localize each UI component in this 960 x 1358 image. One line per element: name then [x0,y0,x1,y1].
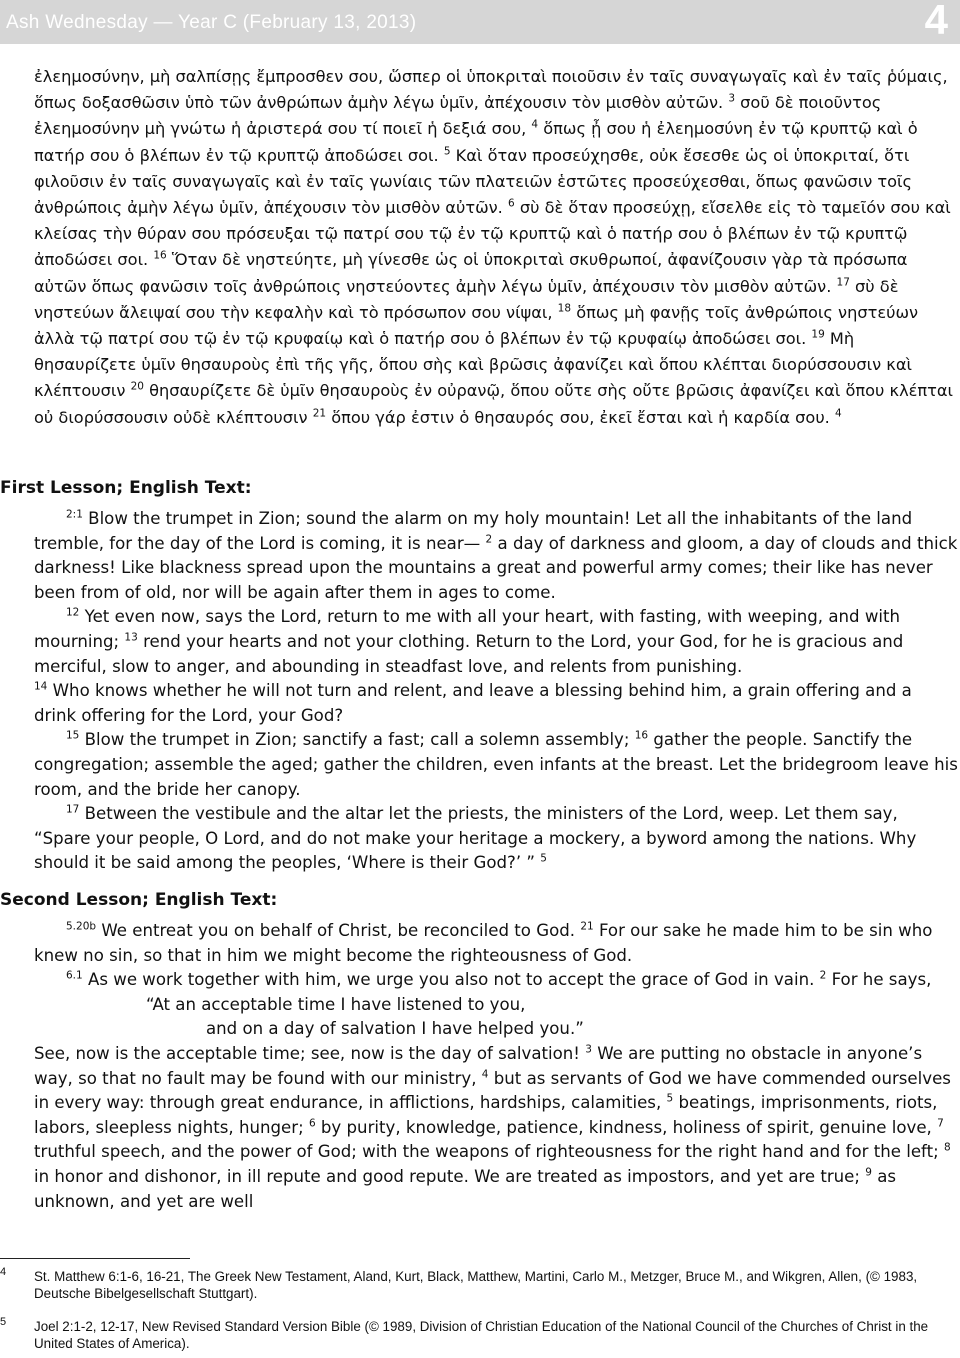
verse-number: 16 [634,729,649,742]
greek-text: σὺ δὲ ὅταν προσεύχῃ, εἴσελθε εἰς τὸ ταμεῖόν σου καὶ κλείσας τὴν θύραν σου πρόσευξαι τῷ πατρί σου τῷ ἐν τῷ κρυπτῷ καὶ ὁ πατήρ σου ὁ βλέπων ἐν τῷ κρυπτῷ ἀποδώσει σοι. [34,198,951,270]
second-lesson-text [34,919,958,1214]
lesson-paragraph [34,968,958,993]
verse-number: 2 [819,969,827,982]
lesson-paragraph [34,1042,958,1214]
footnote-text: Joel 2:1-2, 12-17, New Revised Standard Version Bible (© 1989, Division of Christian Education of the National Council of the Churches of Christ in the United States of America). [34,1319,929,1351]
lesson-text: See, now is the acceptable time; see, now is the day of salvation! [34,1043,586,1063]
poem-line: “At an acceptable time I have listened to you, [146,994,526,1014]
verse-number: 16 [153,250,167,263]
lesson-text: As we work together with him, we urge you also not to accept the grace of God in vain. [82,970,820,990]
greek-text-block [34,64,958,431]
footnote-number: 5 [0,1316,7,1328]
lesson-text: Yet even now, says the Lord, return to me with all your heart, with fasting, with weeping, and with mourning; [34,607,901,651]
verse-number: 21 [580,920,594,933]
greek-text: Ὅταν δὲ νηστεύητε, μὴ γίνεσθε ὡς οἱ ὑποκριταὶ σκυθρωποί, ἀφανίζουσιν γὰρ τὰ πρόσωπα αὐτῶν ὅπως φανῶσιν τοῖς ἀνθρώποις νηστεύοντες ἀμὴν λέγω ὑμῖν, ἀπέχουσιν τὸν μισθὸν αὐτῶν. [34,250,908,296]
lesson-text: Blow the trumpet in Zion; sound the alarm on my holy mountain! Let all the inhabitants of the land tremble, for the day of the Lord is coming, it is near— [34,509,913,553]
greek-text: Καὶ ὅταν προσεύχησθε, οὐκ ἔσεσθε ὡς οἱ ὑποκριταί, ὅτι φιλοῦσιν ἐν ταῖς συναγωγαῖς καὶ ἐν ταῖς γωνίαις τῶν πλατειῶν ἑστῶτες προσεύχεσθαι, ὅπως φανῶσιν τοῖς ἀνθρώποις ἀμὴν λέγω ὑμῖν, ἀπέχουσιν τὸν μισθὸν αὐτῶν. [34,145,913,218]
footnote-text: St. Matthew 6:1-6, 16-21, The Greek New Testament, Aland, Kurt, Black, Matthew, Martini, Carlo M., Metzger, Bruce M., and Wikgren, Allen, (© 1983, Deutsche Bibelgesellschaft Stuttgart). [34,1269,918,1301]
greek-text: ἐλεημοσύνην, μὴ σαλπίσῃς ἔμπροσθεν σου, ὥσπερ οἱ ὑποκριταὶ ποιοῦσιν ἐν ταῖς συναγωγαῖς καὶ ἐν ταῖς ῥύμαις, ὅπως δοξασθῶσιν ὑπὸ τῶν ἀνθρώπων ἀμὴν λέγω ὑμῖν, ἀπέχουσιν τὸν μισθὸν αὐτῶν. [34,67,948,113]
verse-number: 7 [937,1117,944,1130]
lesson-text: in honor and dishonor, in ill repute and good repute. We are treated as impostors, and yet are true; [34,1166,866,1186]
lesson-paragraph [34,802,958,876]
verse-number: 2:1 [66,508,83,521]
verse-number: 12 [66,606,80,619]
verse-number: 21 [312,407,327,420]
verse-number: 13 [124,631,138,644]
verse-number: 17 [66,803,80,816]
lesson-paragraph [34,507,958,605]
lesson-text: For he says, [826,970,932,990]
verse-number: 17 [836,276,850,289]
lesson-paragraph [34,605,958,679]
verse-number: 5 [443,145,451,158]
greek-text: σοῦ δὲ ποιοῦντος ἐλεημοσύνην μὴ γνώτω ἡ ἀριστερά σου τί ποιεῖ ἡ δεξιά σου, [34,93,882,139]
verse-number: 15 [66,729,80,742]
lesson-text: beatings, imprisonments, riots, labors, sleepless nights, hunger; [34,1093,938,1137]
verse-number: 19 [811,328,825,341]
lesson-text: For our sake he made him to be sin who knew no sin, so that in him we might become the righteousness of God. [34,921,933,965]
lesson-text: We entreat you on behalf of Christ, be reconciled to God. [96,921,581,940]
greek-text: ὅπου γάρ ἐστιν ὁ θησαυρός σου, ἐκεῖ ἔσται καὶ ἡ καρδία σου. [326,407,835,427]
lesson-paragraph [34,679,958,728]
page-title: Ash Wednesday — Year C (February 13, 2013) [6,12,417,33]
verse-number: 18 [557,302,572,315]
lesson-text: a day of darkness and gloom, a day of clouds and thick darkness! Like blackness spread upon the mountains a great and powerful army comes; their like has never been from of old, nor will be again after them in ages to come. [34,533,958,602]
footnote-4 [0,1268,958,1302]
verse-number: 2 [485,533,493,546]
verse-number: 14 [34,680,48,693]
footnote-5 [0,1318,958,1352]
lesson-text: gather the people. Sanctify the congregation; assemble the aged; gather the children, even infants at the breast. Let the bridegroom leave his room, and the bride her canopy. [34,730,958,799]
verse-number: 8 [943,1141,951,1154]
footnote-ref[interactable]: 5 [540,852,547,865]
lesson-text: but as servants of God we have commended ourselves in every way: through great endurance, in afflictions, hardships, calamities, [34,1068,951,1113]
footnote-number: 4 [0,1266,7,1278]
lesson-text: truthful speech, and the power of God; with the weapons of righteousness for the right hand and for the left; [34,1142,944,1162]
lesson-text: rend your hearts and not your clothing. Return to the Lord, your God, for he is gracious and merciful, slow to anger, and abounding in steadfast love, and relents from punishing. [34,631,904,676]
footnote-ref[interactable]: 4 [834,407,842,420]
greek-text: θησαυρίζετε δὲ ὑμῖν θησαυροὺς ἐν οὐρανῷ, ὅπου οὔτε σὴς οὔτε βρῶσις ἀφανίζει καὶ ὅπου κλέπται οὐ διορύσσουσιν οὐδὲ κλέπτουσιν [34,381,954,427]
lesson-text: by purity, knowledge, patience, kindness, holiness of spirit, genuine love, [315,1117,938,1137]
lesson-text: Who knows whether he will not turn and relent, and leave a blessing behind him, a grain offering and a drink offering for the Lord, your God? [34,681,912,725]
verse-number: 3 [728,92,736,105]
page-header [0,0,960,44]
verse-number: 6 [507,197,515,210]
lesson-paragraph [34,919,958,968]
verse-number: 3 [585,1043,592,1056]
lesson-text: as unknown, and yet are well [34,1166,897,1211]
greek-text: σὺ δὲ νηστεύων ἄλειψαί σου τὴν κεφαλὴν καὶ τὸ πρόσωπον σου νίψαι, [34,276,899,322]
first-lesson-heading: First Lesson; English Text: [0,478,252,498]
page-number: 4 [924,0,948,43]
poem-line: and on a day of salvation I have helped you.” [206,1019,584,1039]
verse-number: 20 [130,381,144,394]
verse-number: 4 [481,1068,489,1081]
greek-paragraph [34,64,958,431]
greek-text: ὅπως μὴ φανῇς τοῖς ἀνθρώποις νηστεύων ἀλλὰ τῷ πατρί σου τῷ ἐν τῷ κρυφαίῳ καὶ ὁ πατήρ σου ὁ βλέπων ἐν τῷ κρυφαίῳ ἀποδώσει σοι. [34,302,919,349]
lesson-paragraph [34,728,958,802]
first-lesson-text [34,507,958,876]
verse-number: 5.20b [66,920,97,933]
lesson-text: We are putting no obstacle in anyone’s way, so that no fault may be found with our ministry, [34,1043,923,1088]
verse-number: 9 [865,1166,872,1179]
second-lesson-heading: Second Lesson; English Text: [0,890,278,910]
verse-number: 6 [308,1117,316,1130]
greek-text: ὅπως ᾖ σου ἡ ἐλεημοσύνη ἐν τῷ κρυπτῷ καὶ ὁ πατήρ σου ὁ βλέπων ἐν τῷ κρυπτῷ ἀποδώσει σοι. [34,119,918,165]
verse-number: 4 [531,119,539,132]
footnote-divider [0,1258,190,1259]
lesson-text: Between the vestibule and the altar let the priests, the ministers of the Lord, weep. Let them say, “Spare your people, O Lord, and do not make your heritage a mockery, a byword among the nations. Why should it be said among the peoples, ‘Where is their God?’ ” [34,804,917,873]
verse-number: 5 [666,1092,674,1105]
lesson-text: Blow the trumpet in Zion; sanctify a fast; call a solemn assembly; [79,730,635,750]
verse-number: 6.1 [66,969,83,982]
greek-text: Μὴ θησαυρίζετε ὑμῖν θησαυροὺς ἐπὶ τῆς γῆς, ὅπου σὴς καὶ βρῶσις ἀφανίζει καὶ ὅπου κλέπται διορύσσουσιν καὶ κλέπτουσιν [34,329,912,401]
